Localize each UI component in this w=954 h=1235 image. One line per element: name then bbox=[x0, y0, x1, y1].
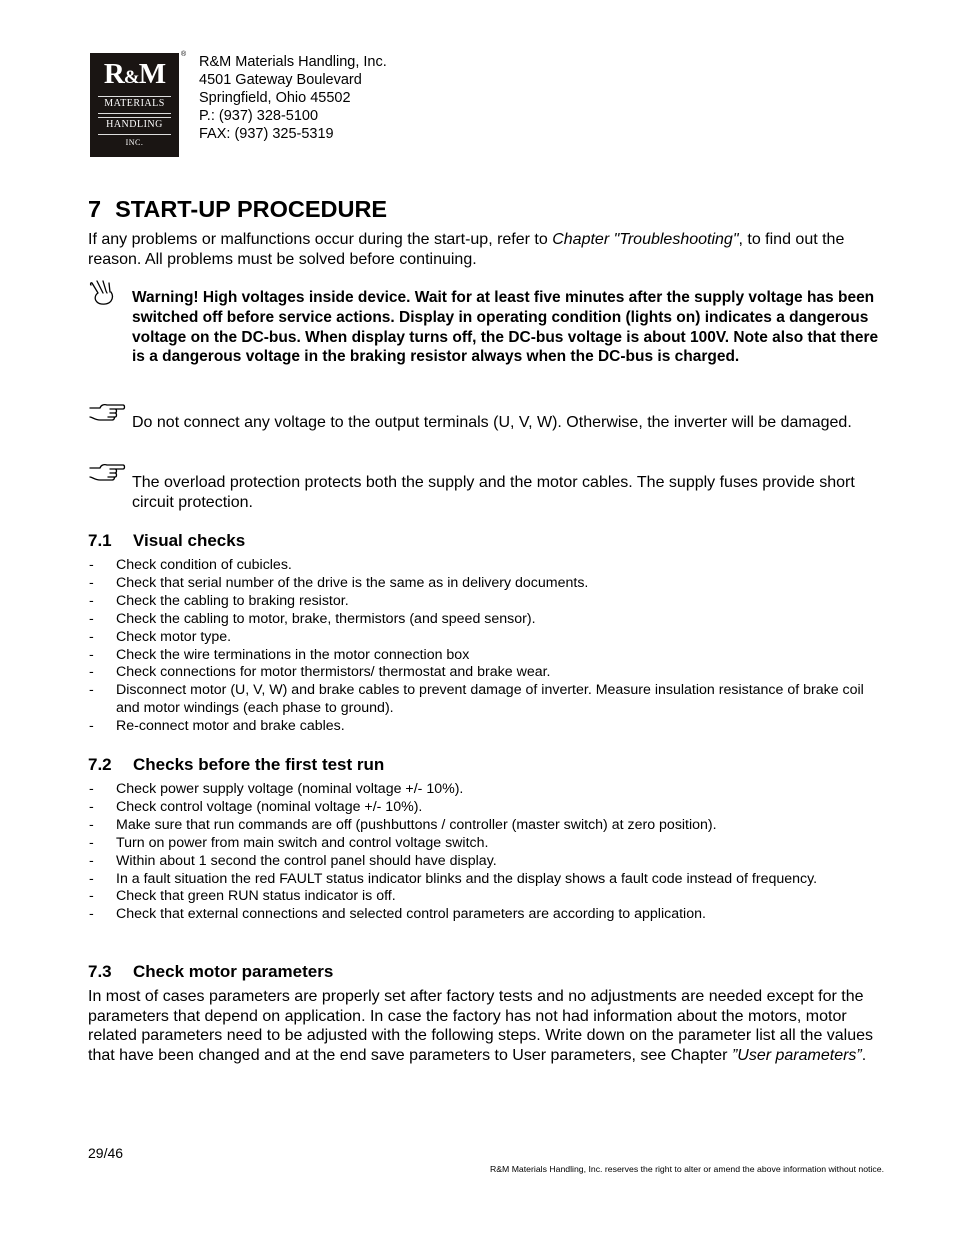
list-item: - Check that serial number of the drive is the same as in delivery documents. bbox=[88, 575, 888, 593]
user-parameters-reference: ”User parameters” bbox=[731, 1046, 862, 1064]
chapter-intro: If any problems or malfunctions occur during the start-up, refer to Chapter "Troubleshooting", to find out the reason. All problems must be solved before continuing. bbox=[88, 231, 845, 268]
list-item: - Check the cabling to motor, brake, thermistors (and speed sensor). bbox=[88, 611, 888, 629]
logo-text-handling: HANDLING bbox=[106, 119, 163, 130]
company-logo bbox=[90, 53, 179, 157]
registered-mark: ® bbox=[181, 51, 187, 58]
overload-protection-note: The overload protection protects both the supply and the motor cables. The supply fuses provide short circuit protection. bbox=[132, 474, 855, 511]
pre-test-checks-list bbox=[88, 781, 888, 924]
list-item: - Disconnect motor (U, V, W) and brake cables to prevent damage of inverter. Measure insulation resistance of brake coil and motor windings (each phase to ground). bbox=[88, 682, 888, 718]
output-terminals-note: Do not connect any voltage to the output terminals (U, V, W). Otherwise, the inverter will be damaged. bbox=[132, 414, 852, 431]
motor-parameters-paragraph: In most of cases parameters are properly set after factory tests and no adjustments are needed except for the parameters that depend on application. In case the factory has not had information about the motors, motor related parameters need to be adjusted with the following steps. Write down on the parameter list all the values that have been changed and at the end save parameters to User parameters, see Chapter ”User parameters”. bbox=[88, 988, 874, 1064]
logo-text-materials: MATERIALS bbox=[104, 98, 165, 109]
list-item: - Check power supply voltage (nominal voltage +/- 10%). bbox=[88, 781, 888, 799]
company-name: R&M Materials Handling, Inc. bbox=[199, 54, 387, 70]
pointing-hand-icon bbox=[88, 402, 126, 422]
company-street: 4501 Gateway Boulevard bbox=[199, 72, 362, 88]
list-item: - Check control voltage (nominal voltage +/- 10%). bbox=[88, 799, 888, 817]
list-item: - Check the cabling to braking resistor. bbox=[88, 593, 888, 611]
pointing-hand-icon bbox=[88, 462, 126, 482]
list-item: - Check that external connections and selected control parameters are according to application. bbox=[88, 906, 888, 924]
list-item: - Make sure that run commands are off (pushbuttons / controller (master switch) at zero position). bbox=[88, 817, 888, 835]
footer-disclaimer: R&M Materials Handling, Inc. reserves the right to alter or amend the above information without notice. bbox=[489, 1164, 884, 1174]
list-item: - Re-connect motor and brake cables. bbox=[88, 718, 888, 736]
logo-text-inc: INC. bbox=[125, 138, 144, 147]
warning-hand-icon bbox=[88, 280, 118, 306]
logo-wordmark: R&M bbox=[103, 58, 166, 90]
section-heading-checks-before-test-run: 7.2 Checks before the first test run bbox=[88, 755, 385, 774]
list-item: - Check the wire terminations in the motor connection box bbox=[88, 647, 888, 665]
company-fax: FAX: (937) 325-5319 bbox=[199, 126, 334, 142]
page-number: 29/46 bbox=[88, 1145, 124, 1161]
company-phone: P.: (937) 328-5100 bbox=[199, 108, 319, 124]
section-heading-visual-checks: 7.1 Visual checks bbox=[88, 531, 246, 550]
troubleshooting-reference: Chapter "Troubleshooting" bbox=[552, 231, 739, 248]
company-city: Springfield, Ohio 45502 bbox=[199, 90, 351, 106]
high-voltage-warning: Warning! High voltages inside device. Wait for at least five minutes after the supply voltage has been switched off before service actions. Display in operating condition (lights on) indicates a dangerous voltage on the DC-bus. When display turns off, the DC-bus voltage is about 100V. Note also that there is a dangerous voltage in the braking resistor always when the DC-bus is charged. bbox=[132, 289, 879, 366]
list-item: - Turn on power from main switch and control voltage switch. bbox=[88, 835, 888, 853]
company-address bbox=[199, 53, 387, 143]
section-heading-check-motor-parameters: 7.3 Check motor parameters bbox=[88, 962, 334, 981]
visual-checks-list bbox=[88, 557, 888, 736]
list-item: - Check condition of cubicles. bbox=[88, 557, 888, 575]
list-item: - Within about 1 second the control panel should have display. bbox=[88, 853, 888, 871]
list-item: - In a fault situation the red FAULT status indicator blinks and the display shows a fault code instead of frequency. bbox=[88, 871, 888, 889]
list-item: - Check that green RUN status indicator is off. bbox=[88, 888, 888, 906]
list-item: - Check motor type. bbox=[88, 629, 888, 647]
list-item: - Check connections for motor thermistors/ thermostat and brake wear. bbox=[88, 664, 888, 682]
chapter-title: 7 START-UP PROCEDURE bbox=[88, 196, 388, 222]
